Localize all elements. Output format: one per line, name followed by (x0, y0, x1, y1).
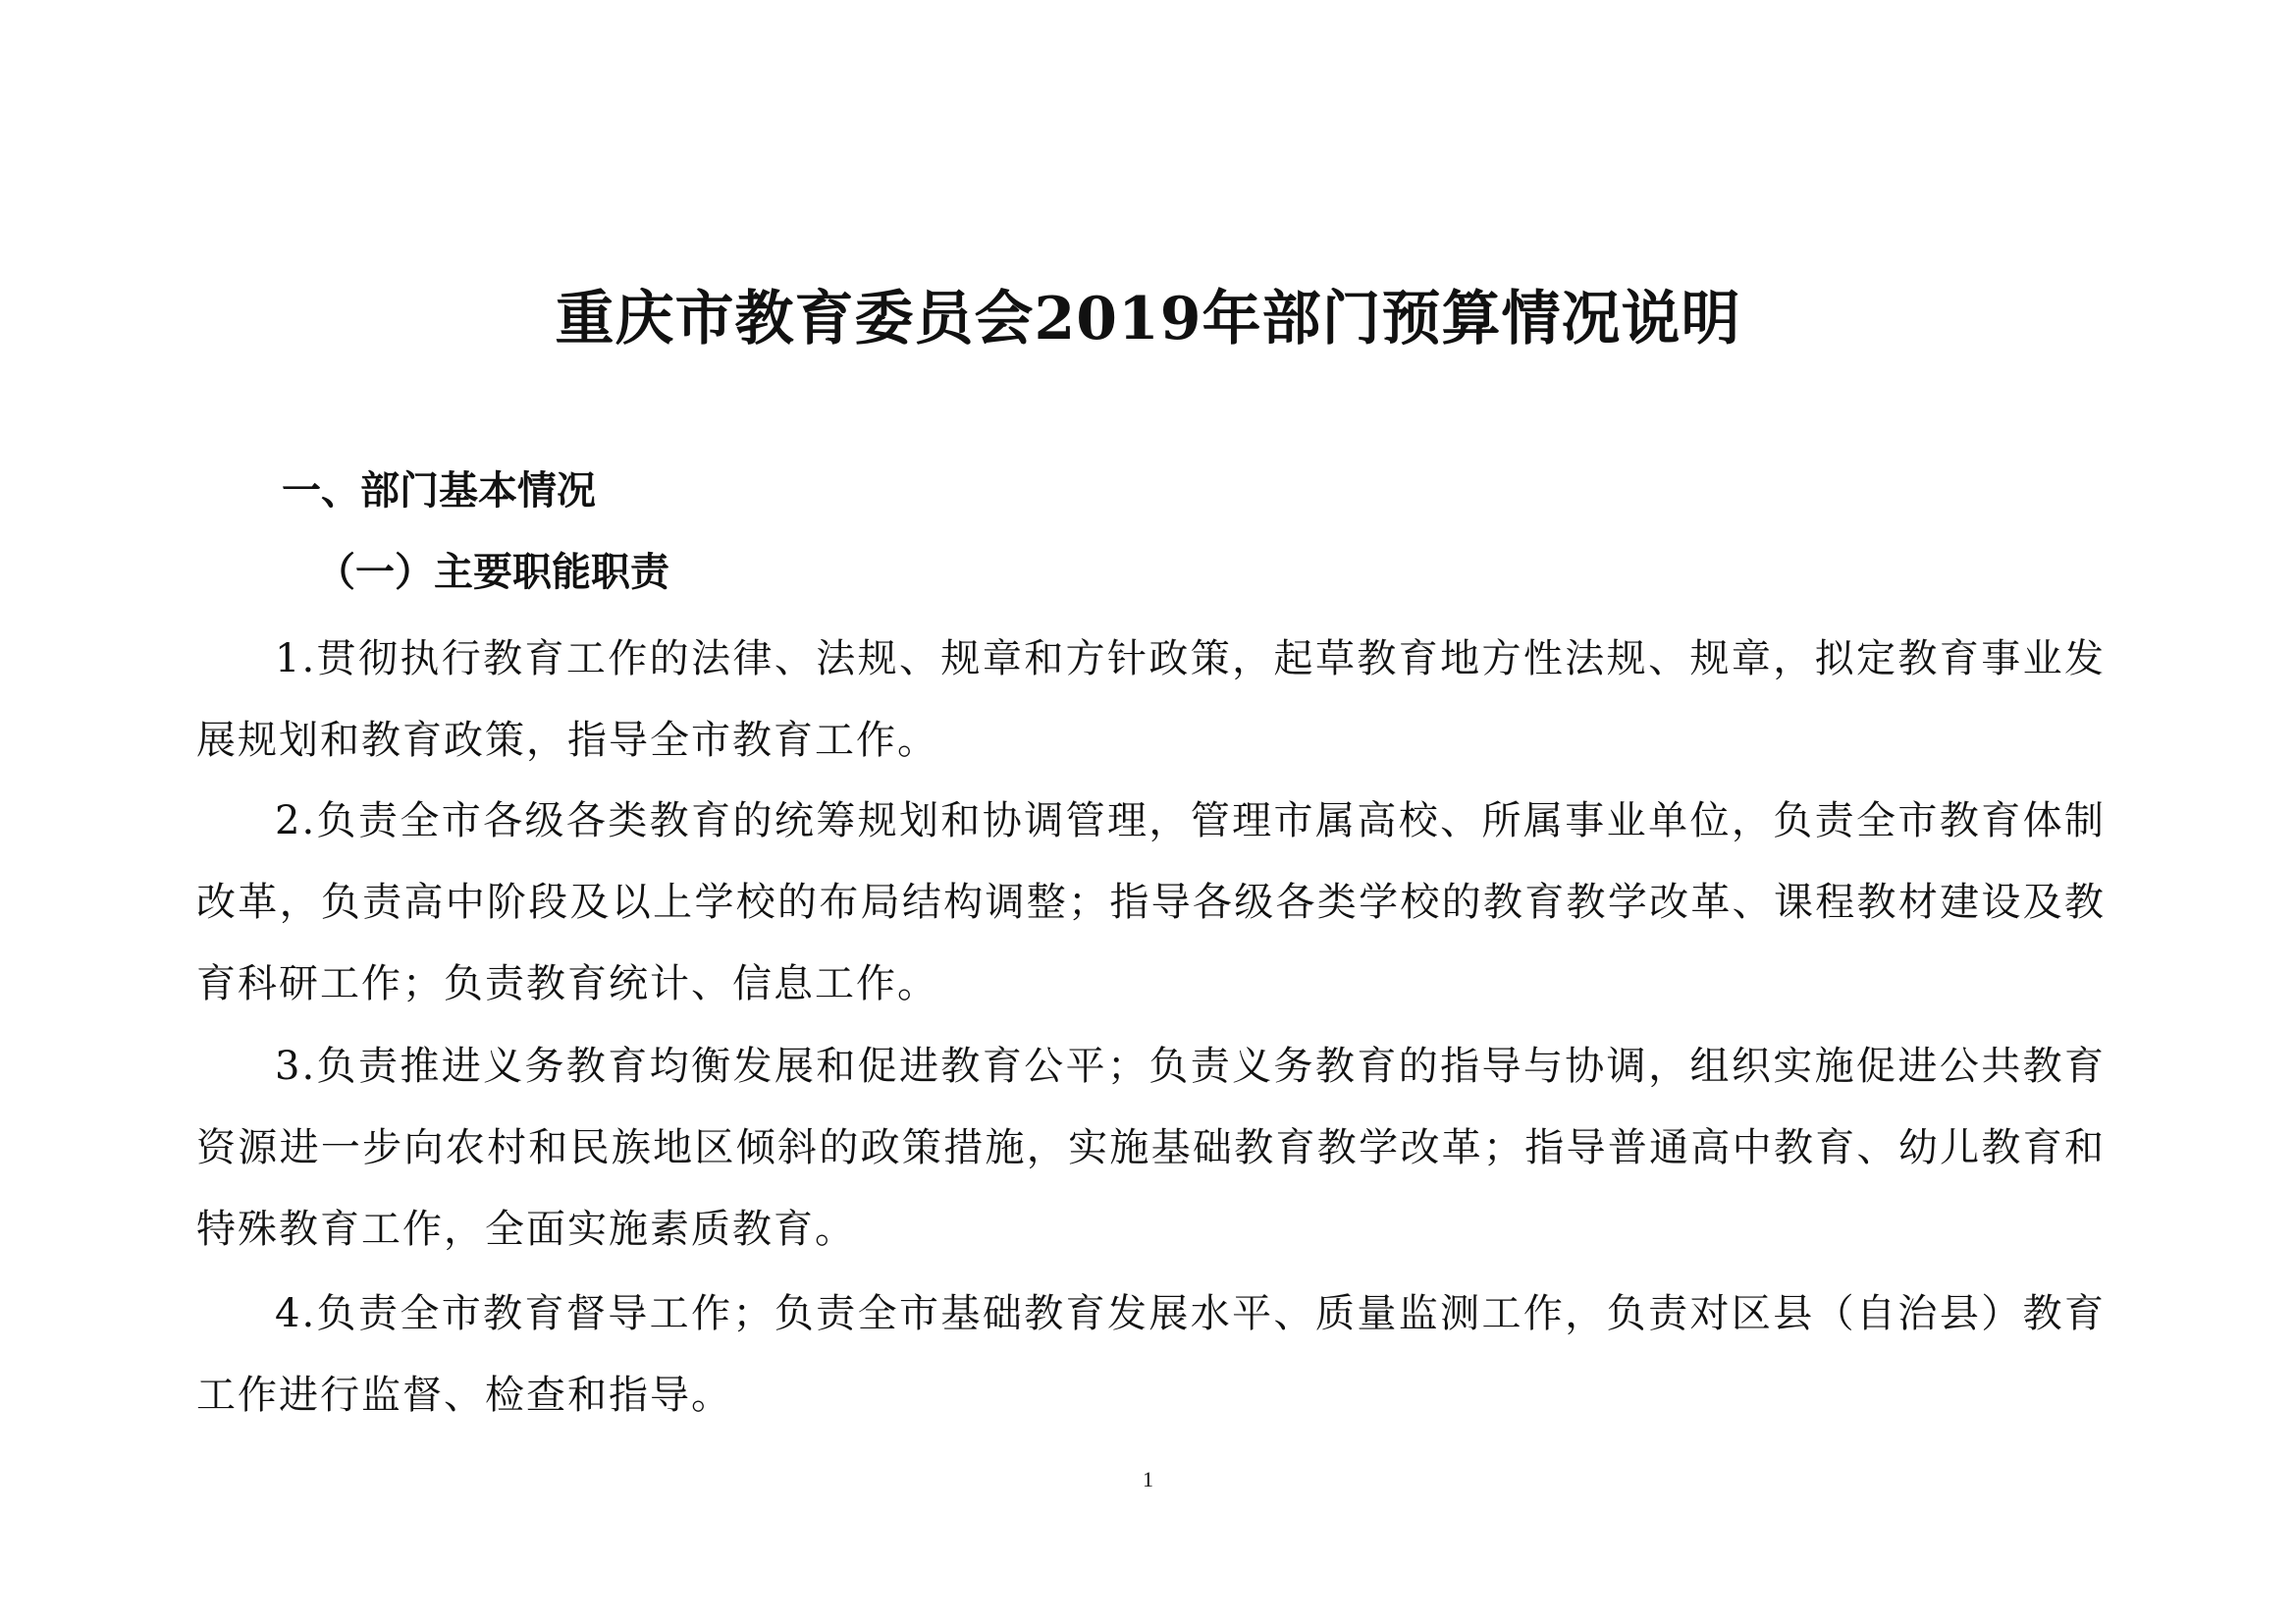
paragraph-4: 4.负责全市教育督导工作；负责全市基础教育发展水平、质量监测工作，负责对区县（自治县）教育工作进行监督、检查和指导。 (196, 1291, 2106, 1418)
paragraph-3: 3.负责推进义务教育均衡发展和促进教育公平；负责义务教育的指导与协调，组织实施促进公共教育资源进一步向农村和民族地区倾斜的政策措施，实施基础教育教学改革；指导普通高中教育、幼儿教育和特殊教育工作，全面实施素质教育。 (196, 1044, 2106, 1252)
paragraph-1: 1.贯彻执行教育工作的法律、法规、规章和方针政策，起草教育地方性法规、规章，拟定教育事业发展规划和教育政策，指导全市教育工作。 (196, 636, 2106, 763)
section-heading: 一、部门基本情况 (282, 468, 596, 514)
page-number: 1 (1143, 1467, 1153, 1491)
document-title: 重庆市教育委员会2019年部门预算情况说明 (555, 285, 1741, 353)
paragraph-2: 2.负责全市各级各类教育的统筹规划和协调管理，管理市属高校、所属事业单位，负责全市教育体制改革，负责高中阶段及以上学校的布局结构调整；指导各级各类学校的教育教学改革、课程教材建设及教育科研工作；负责教育统计、信息工作。 (196, 798, 2106, 1006)
subsection-heading: （一）主要职能职责 (316, 550, 669, 595)
